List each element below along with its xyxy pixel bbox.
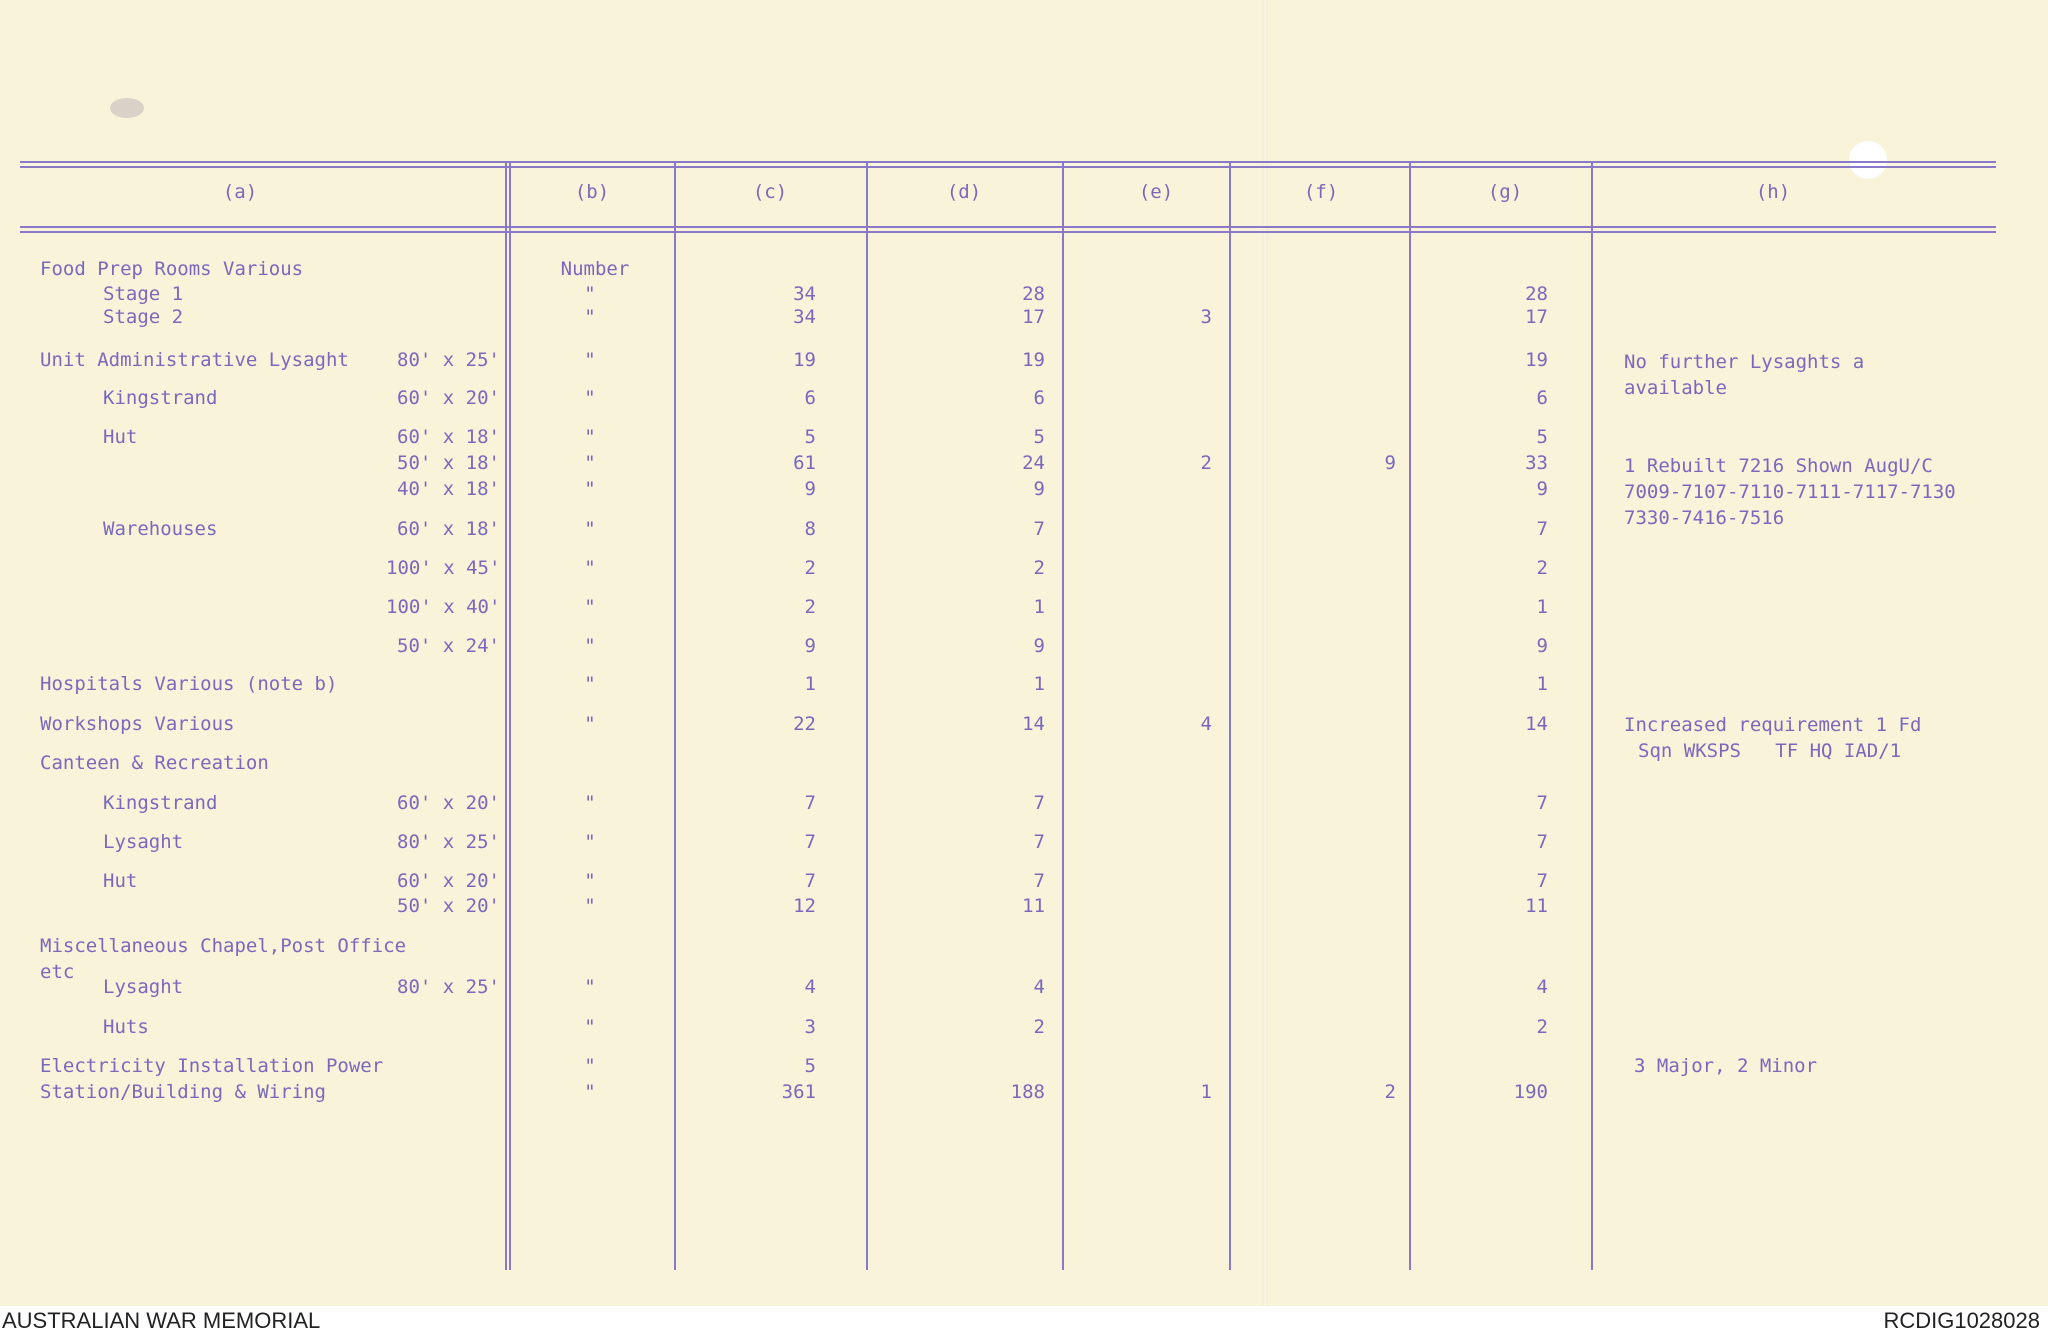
unit-cell: " bbox=[584, 1055, 596, 1077]
cell-c: 1 bbox=[804, 673, 816, 695]
unit-cell: " bbox=[584, 976, 596, 998]
cell-c: 2 bbox=[804, 596, 816, 618]
unit-cell: " bbox=[584, 635, 596, 657]
cell-c: 5 bbox=[804, 426, 816, 448]
column-divider-c-d bbox=[866, 162, 868, 1270]
cell-e: 2 bbox=[1200, 452, 1212, 474]
row-label: Canteen & Recreation bbox=[40, 752, 269, 774]
dimension-cell: 60' x 20' bbox=[397, 870, 500, 892]
unit-cell: " bbox=[584, 518, 596, 540]
dimension-cell: 60' x 18' bbox=[397, 426, 500, 448]
cell-d: 6 bbox=[1033, 387, 1045, 409]
unit-cell: " bbox=[584, 283, 596, 305]
row-label: Lysaght bbox=[103, 976, 184, 998]
dimension-cell: 40' x 18' bbox=[397, 478, 500, 500]
unit-cell: " bbox=[584, 673, 596, 695]
dimension-cell: 100' x 45' bbox=[386, 557, 501, 579]
dimension-cell: 50' x 18' bbox=[397, 452, 500, 474]
cell-c: 5 bbox=[804, 1055, 816, 1077]
cell-c: 7 bbox=[804, 831, 816, 853]
header-g: (g) bbox=[1487, 181, 1523, 203]
cell-d: 28 bbox=[1022, 283, 1045, 305]
cell-c: 7 bbox=[804, 792, 816, 814]
cell-e: 3 bbox=[1200, 306, 1212, 328]
cell-e: 1 bbox=[1200, 1081, 1212, 1103]
cell-c: 61 bbox=[793, 452, 816, 474]
cell-g: 17 bbox=[1525, 306, 1548, 328]
remark-cell: 7009-7107-7110-7111-7117-7130 bbox=[1624, 481, 1956, 503]
remark-cell: No further Lysaghts a bbox=[1624, 351, 1865, 373]
row-label: Hut bbox=[103, 426, 138, 448]
row-label: Stage 1 bbox=[103, 283, 184, 305]
unit-cell: " bbox=[584, 1081, 596, 1103]
cell-d: 7 bbox=[1033, 870, 1045, 892]
cell-g: 2 bbox=[1536, 557, 1548, 579]
header-b: (b) bbox=[574, 181, 610, 203]
cell-c: 6 bbox=[804, 387, 816, 409]
dimension-cell: 80' x 25' bbox=[397, 831, 500, 853]
punch-hole bbox=[1849, 141, 1887, 179]
column-divider-b-c bbox=[674, 162, 676, 1270]
row-label: Hut bbox=[103, 870, 138, 892]
cell-f: 9 bbox=[1384, 452, 1396, 474]
cell-c: 7 bbox=[804, 870, 816, 892]
cell-d: 2 bbox=[1033, 557, 1045, 579]
cell-c: 361 bbox=[781, 1081, 816, 1103]
table-top-rule bbox=[20, 161, 1996, 163]
header-e: (e) bbox=[1138, 181, 1174, 203]
ink-smudge bbox=[110, 98, 144, 118]
cell-c: 8 bbox=[804, 518, 816, 540]
cell-e: 4 bbox=[1200, 713, 1212, 735]
unit-cell: Number bbox=[560, 258, 630, 280]
cell-d: 5 bbox=[1033, 426, 1045, 448]
header-bottom-rule-2 bbox=[20, 231, 1996, 233]
cell-g: 6 bbox=[1536, 387, 1548, 409]
cell-d: 11 bbox=[1022, 895, 1045, 917]
cell-d: 14 bbox=[1022, 713, 1045, 735]
cell-d: 17 bbox=[1022, 306, 1045, 328]
column-divider-f-g bbox=[1409, 162, 1411, 1270]
unit-cell: " bbox=[584, 713, 596, 735]
column-divider-a-b bbox=[505, 162, 507, 1270]
dimension-cell: 60' x 20' bbox=[397, 792, 500, 814]
row-label: Unit Administrative Lysaght bbox=[40, 349, 349, 371]
row-label: Food Prep Rooms Various bbox=[40, 258, 304, 280]
cell-d: 19 bbox=[1022, 349, 1045, 371]
cell-c: 34 bbox=[793, 306, 816, 328]
row-label: Kingstrand bbox=[103, 387, 218, 409]
remark-cell: 3 Major, 2 Minor bbox=[1634, 1055, 1818, 1077]
dimension-cell: 60' x 20' bbox=[397, 387, 500, 409]
unit-cell: " bbox=[584, 557, 596, 579]
cell-g: 7 bbox=[1536, 792, 1548, 814]
row-label: etc bbox=[40, 961, 75, 983]
cell-g: 1 bbox=[1536, 596, 1548, 618]
cell-d: 1 bbox=[1033, 673, 1045, 695]
cell-g: 33 bbox=[1525, 452, 1548, 474]
table-top-rule-2 bbox=[20, 166, 1996, 168]
row-label: Hospitals Various (note b) bbox=[40, 673, 338, 695]
unit-cell: " bbox=[584, 426, 596, 448]
unit-cell: " bbox=[584, 452, 596, 474]
cell-d: 9 bbox=[1033, 478, 1045, 500]
unit-cell: " bbox=[584, 870, 596, 892]
header-bottom-rule bbox=[20, 226, 1996, 228]
header-c: (c) bbox=[752, 181, 788, 203]
column-divider-d-e bbox=[1062, 162, 1064, 1270]
dimension-cell: 50' x 20' bbox=[397, 895, 500, 917]
unit-cell: " bbox=[584, 306, 596, 328]
row-label: Huts bbox=[103, 1016, 149, 1038]
footer-record-id: RCDIG1028028 bbox=[1883, 1308, 2040, 1333]
unit-cell: " bbox=[584, 1016, 596, 1038]
header-d: (d) bbox=[946, 181, 982, 203]
cell-g: 1 bbox=[1536, 673, 1548, 695]
paper-fold bbox=[1262, 0, 1268, 1306]
cell-c: 19 bbox=[793, 349, 816, 371]
cell-g: 11 bbox=[1525, 895, 1548, 917]
row-label: Lysaght bbox=[103, 831, 184, 853]
column-divider-e-f bbox=[1229, 162, 1231, 1270]
unit-cell: " bbox=[584, 792, 596, 814]
column-divider-g-h bbox=[1591, 162, 1593, 1270]
cell-d: 7 bbox=[1033, 518, 1045, 540]
header-a: (a) bbox=[222, 181, 258, 203]
row-label: Miscellaneous Chapel,Post Office bbox=[40, 935, 407, 957]
remark-cell: Sqn WKSPS TF HQ IAD/1 bbox=[1638, 740, 1902, 762]
dimension-cell: 100' x 40' bbox=[386, 596, 501, 618]
cell-g: 9 bbox=[1536, 635, 1548, 657]
cell-g: 2 bbox=[1536, 1016, 1548, 1038]
cell-g: 4 bbox=[1536, 976, 1548, 998]
cell-g: 7 bbox=[1536, 831, 1548, 853]
remark-cell: 1 Rebuilt 7216 Shown AugU/C bbox=[1624, 455, 1933, 477]
row-label: Electricity Installation Power bbox=[40, 1055, 384, 1077]
cell-c: 12 bbox=[793, 895, 816, 917]
cell-d: 4 bbox=[1033, 976, 1045, 998]
unit-cell: " bbox=[584, 387, 596, 409]
cell-g: 7 bbox=[1536, 870, 1548, 892]
cell-g: 14 bbox=[1525, 713, 1548, 735]
row-label: Warehouses bbox=[103, 518, 218, 540]
dimension-cell: 80' x 25' bbox=[397, 976, 500, 998]
footer-archive-name: AUSTRALIAN WAR MEMORIAL bbox=[2, 1308, 321, 1333]
cell-d: 188 bbox=[1010, 1081, 1045, 1103]
row-label: Station/Building & Wiring bbox=[40, 1081, 326, 1103]
dimension-cell: 80' x 25' bbox=[397, 349, 500, 371]
dimension-cell: 50' x 24' bbox=[397, 635, 500, 657]
cell-g: 9 bbox=[1536, 478, 1548, 500]
cell-d: 7 bbox=[1033, 831, 1045, 853]
cell-c: 9 bbox=[804, 478, 816, 500]
header-h: (h) bbox=[1755, 181, 1791, 203]
header-f: (f) bbox=[1303, 181, 1339, 203]
cell-c: 34 bbox=[793, 283, 816, 305]
dimension-cell: 60' x 18' bbox=[397, 518, 500, 540]
row-label: Workshops Various bbox=[40, 713, 235, 735]
unit-cell: " bbox=[584, 831, 596, 853]
remark-cell: Increased requirement 1 Fd bbox=[1624, 714, 1922, 736]
remark-cell: available bbox=[1624, 377, 1727, 399]
cell-c: 3 bbox=[804, 1016, 816, 1038]
cell-c: 2 bbox=[804, 557, 816, 579]
cell-g: 28 bbox=[1525, 283, 1548, 305]
unit-cell: " bbox=[584, 349, 596, 371]
unit-cell: " bbox=[584, 478, 596, 500]
cell-d: 24 bbox=[1022, 452, 1045, 474]
cell-d: 2 bbox=[1033, 1016, 1045, 1038]
unit-cell: " bbox=[584, 596, 596, 618]
cell-c: 4 bbox=[804, 976, 816, 998]
cell-g: 5 bbox=[1536, 426, 1548, 448]
cell-g: 190 bbox=[1513, 1081, 1548, 1103]
remark-cell: 7330-7416-7516 bbox=[1624, 507, 1785, 529]
cell-d: 7 bbox=[1033, 792, 1045, 814]
cell-g: 19 bbox=[1525, 349, 1548, 371]
cell-c: 9 bbox=[804, 635, 816, 657]
column-divider-a-b-2 bbox=[509, 162, 511, 1270]
row-label: Stage 2 bbox=[103, 306, 184, 328]
cell-d: 9 bbox=[1033, 635, 1045, 657]
cell-f: 2 bbox=[1384, 1081, 1396, 1103]
row-label: Kingstrand bbox=[103, 792, 218, 814]
cell-c: 22 bbox=[793, 713, 816, 735]
cell-d: 1 bbox=[1033, 596, 1045, 618]
cell-g: 7 bbox=[1536, 518, 1548, 540]
unit-cell: " bbox=[584, 895, 596, 917]
